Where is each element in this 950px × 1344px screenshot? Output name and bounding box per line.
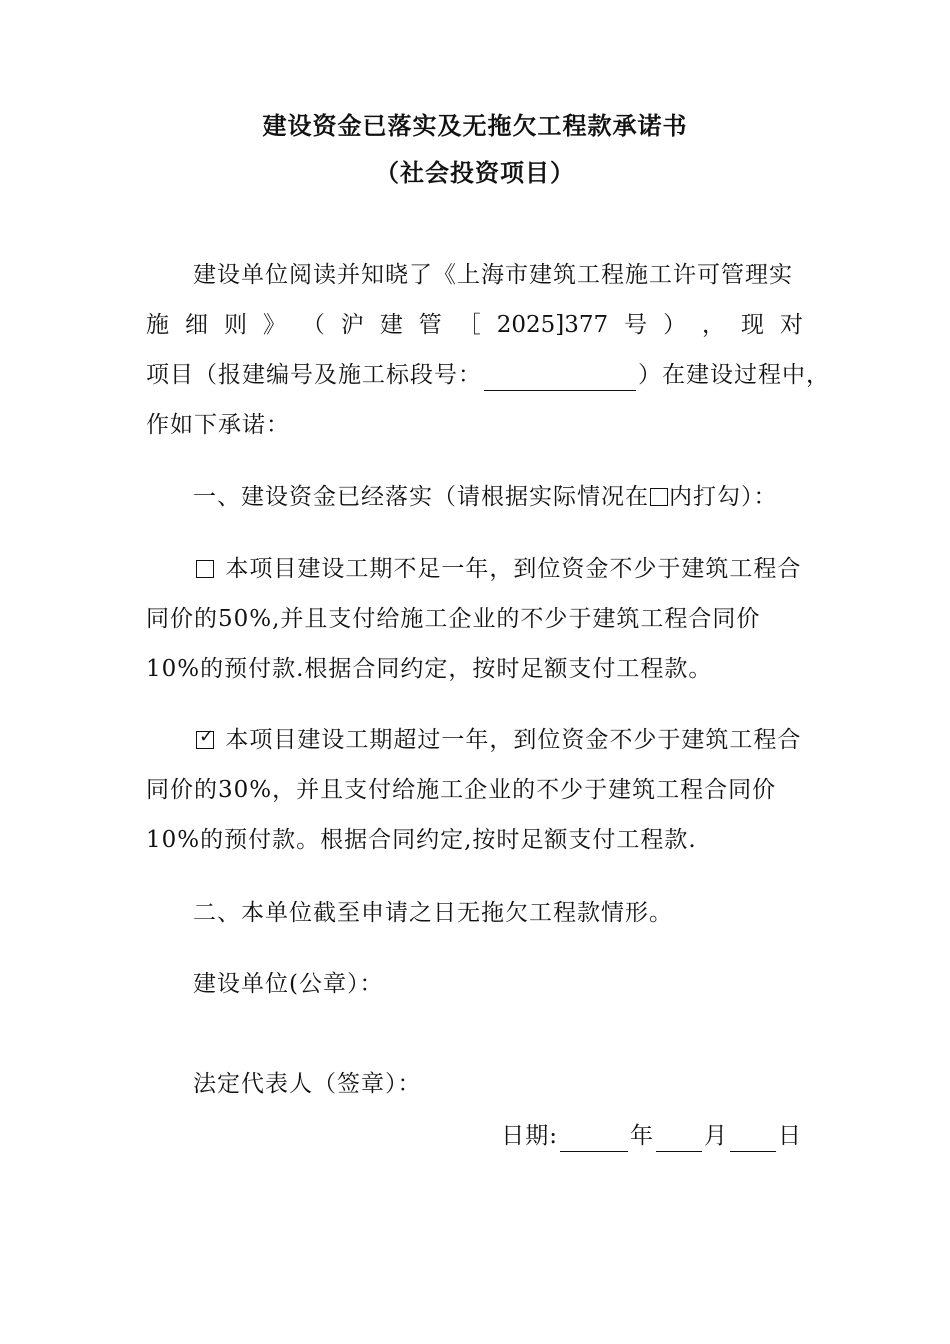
- section1-heading-suffix: 内打勾）：: [669, 484, 778, 510]
- intro-line-1: 建设单位阅读并知晓了《上海市建筑工程施工许可管理实: [193, 262, 793, 288]
- intro-line-3-prefix: 项目（报建编号及施工标段号：: [146, 362, 482, 388]
- intro-line-2-token: 号: [624, 312, 648, 338]
- intro-line-4: 作如下承诺：: [146, 412, 290, 438]
- option2-line-3: 10%的预付款。根据合同约定,按时足额支付工程款.: [146, 827, 697, 853]
- option1-line-1: [193, 553, 801, 585]
- option2-line-2: 同价的30%，并且支付给施工企业的不少于建筑工程合同价: [146, 777, 777, 803]
- section2-text: 二、本单位截至申请之日无拖欠工程款情形。: [193, 900, 673, 926]
- document-title: 建设资金已落实及无拖欠工程款承诺书: [262, 111, 688, 140]
- intro-line-2-token: 建: [379, 312, 403, 338]
- document-subtitle: （社会投资项目）: [375, 158, 575, 187]
- intro-line-3-suffix: ）在建设过程中，: [638, 362, 830, 388]
- day-label: 日: [778, 1123, 802, 1149]
- seal-label: 建设单位(公章）：: [193, 971, 384, 997]
- option1-text-1: 本项目建设工期不足一年，到位资金不少于建筑工程合: [225, 556, 802, 582]
- date-label: 日期:: [501, 1123, 558, 1149]
- intro-line-2-token: ［: [457, 312, 481, 338]
- project-number-blank[interactable]: [484, 364, 636, 391]
- intro-line-2: [146, 309, 803, 341]
- intro-line-3: [146, 359, 830, 391]
- year-blank[interactable]: [560, 1125, 628, 1152]
- option1-line-3: 10%的预付款.根据合同约定，按时足额支付工程款。: [146, 656, 713, 682]
- section1-heading-prefix: 一、建设资金已经落实（请根据实际情况在: [193, 484, 649, 510]
- intro-line-2-token: 现: [741, 312, 764, 338]
- section1-heading: [193, 481, 778, 513]
- day-blank[interactable]: [730, 1125, 776, 1152]
- intro-line-2-token: 则: [223, 312, 247, 338]
- intro-line-2-token: ，: [702, 312, 726, 338]
- representative-label: 法定代表人（签章）：: [193, 1071, 422, 1097]
- intro-line-2-token: 对: [779, 312, 803, 338]
- month-label: 月: [704, 1123, 728, 1149]
- intro-line-2-token: 2025]377: [496, 312, 609, 338]
- intro-line-2-token: （: [301, 312, 325, 338]
- date-line: [501, 1120, 802, 1152]
- option2-check-icon: ✓: [199, 726, 216, 747]
- intro-line-2-token: 沪: [340, 312, 364, 338]
- intro-line-2-token: ）: [663, 312, 687, 338]
- intro-line-2-token: 细: [184, 312, 208, 338]
- month-blank[interactable]: [656, 1125, 702, 1152]
- checkbox-example-icon: [650, 488, 668, 506]
- option2-text-1: 本项目建设工期超过一年，到位资金不少于建筑工程合: [225, 727, 802, 753]
- year-label: 年: [630, 1123, 654, 1149]
- intro-line-2-token: 管: [418, 312, 442, 338]
- option2-line-1: [193, 724, 801, 756]
- intro-line-2-token: 》: [262, 312, 286, 338]
- option1-line-2: 同价的50%,并且支付给施工企业的不少于建筑工程合同价: [146, 606, 761, 632]
- option1-checkbox[interactable]: [196, 560, 214, 578]
- option2-checkbox[interactable]: [196, 726, 216, 749]
- intro-line-2-token: 施: [146, 312, 169, 338]
